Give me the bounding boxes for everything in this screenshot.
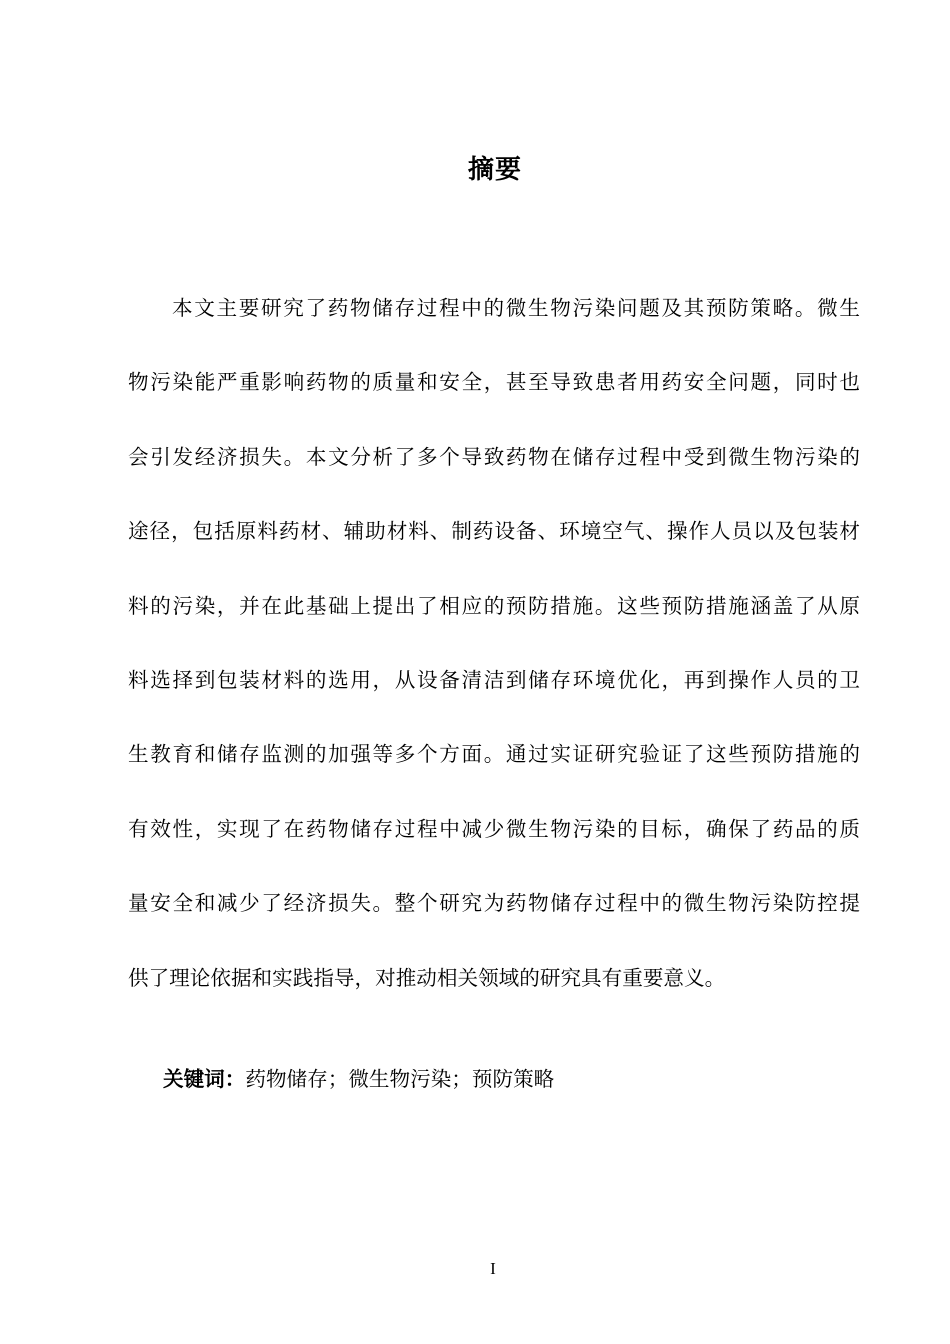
abstract-line: 物污染能严重影响药物的质量和安全，甚至导致患者用药安全问题，同时也 [128, 370, 860, 395]
page-number: I [490, 1259, 496, 1278]
abstract-line: 会引发经济损失。本文分析了多个导致药物在储存过程中受到微生物污染的 [128, 444, 860, 469]
abstract-title: 摘要 [467, 155, 522, 185]
keywords [163, 1062, 554, 1096]
abstract-line: 供了理论依据和实践指导，对推动相关领域的研究具有重要意义。 [128, 965, 726, 990]
abstract-line: 途径，包括原料药材、辅助材料、制药设备、环境空气、操作人员以及包装材 [128, 519, 860, 544]
abstract-line: 本文主要研究了药物储存过程中的微生物污染问题及其预防策略。微生 [172, 296, 860, 320]
abstract-body [128, 287, 860, 1031]
abstract-line: 生教育和储存监测的加强等多个方面。通过实证研究验证了这些预防措施的 [128, 742, 860, 767]
keywords-label: 关键词： [163, 1067, 246, 1091]
keywords-text: 药物储存；微生物污染；预防策略 [245, 1067, 555, 1091]
abstract-line: 量安全和减少了经济损失。整个研究为药物储存过程中的微生物污染防控提 [128, 891, 860, 916]
abstract-line: 料选择到包装材料的选用，从设备清洁到储存环境优化，再到操作人员的卫 [128, 667, 860, 692]
abstract-line: 料的污染，并在此基础上提出了相应的预防措施。这些预防措施涵盖了从原 [128, 593, 860, 618]
abstract-line: 有效性，实现了在药物储存过程中减少微生物污染的目标，确保了药品的质 [128, 816, 860, 841]
